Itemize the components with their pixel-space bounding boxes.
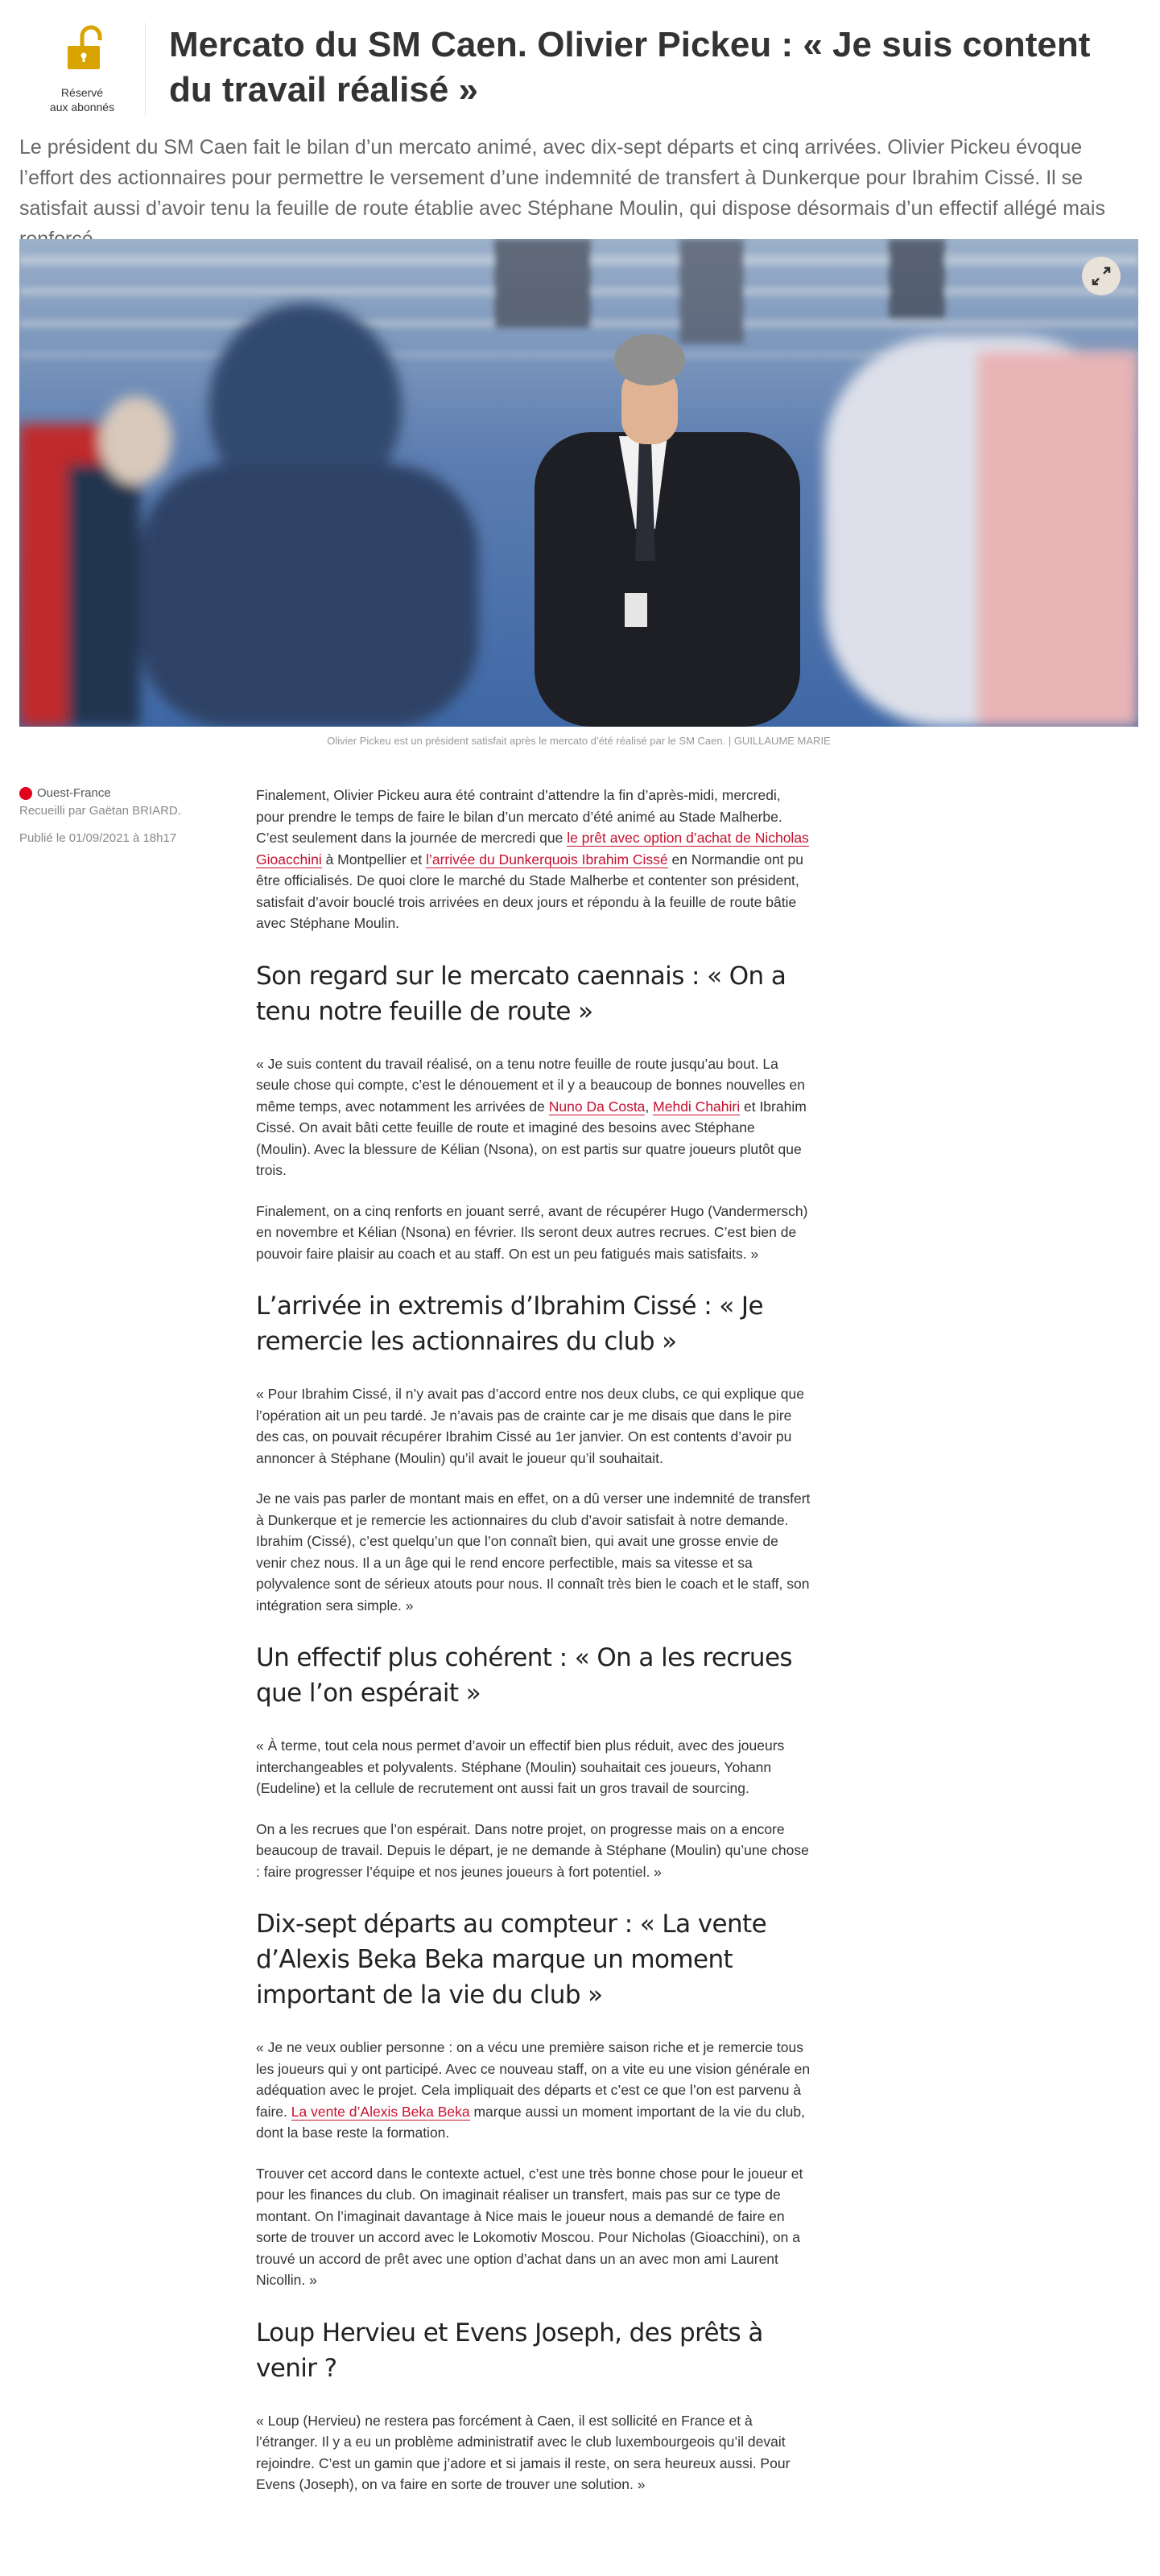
photo-illustration — [19, 239, 1138, 727]
text: « Je suis content du travail réalisé, on a tenu notre feuille de route jusqu’au bout. La seule chose qui compte, c’est le dénouement et il y a beaucoup de bonnes nouvelles en même temps, avec notamment les arrivées de — [256, 1055, 805, 1115]
paragraph: Je ne vais pas parler de montant mais en effet, on a dû verser une indemnité de transfert à Dunkerque et je remercie les actionnaires du club d’avoir satisfait à notre demande. Ibrahim (Cissé), c’est quelqu’un que l’on connaît bien, qui avait une grosse envie de venir chez nous. Il a un âge qui le rend encore perfectible, mais sa vitesse et sa polyvalence sont de sérieux atouts pour nous. Il connaît très bien le coach et le staff, son intégration sera simple. » — [256, 1490, 811, 1614]
subscriber-badge[interactable] — [19, 19, 145, 116]
section-heading: L’arrivée in extremis d’Ibrahim Cissé : « Je remercie les actionnaires du club » — [256, 1292, 763, 1356]
text: Finalement, Olivier Pickeu aura été contraint d’attendre la fin d’après-midi, mercredi, pour prendre le temps de faire le bilan d’un mercato d’été animé au Stade Malherbe. C’est seulement dans la journée de mercredi que — [256, 787, 782, 846]
section-heading: Son regard sur le mercato caennais : « On a tenu notre feuille de route » — [256, 961, 786, 1026]
paragraph: Finalement, on a cinq renforts en jouant serré, avant de récupérer Hugo (Vandermersch) en novembre et Kélian (Nsona) en février. Ils seront deux autres recrues. C’est bien de pouvoir faire plaisir au coach et au staff. On est un peu fatigués mais satisfaits. » — [256, 1202, 808, 1262]
link-arrivee-cisse[interactable]: l’arrivée du Dunkerquois Ibrahim Cissé — [426, 851, 668, 868]
text: « Je ne veux oublier personne : on a vécu une première saison riche et je remercie tous les joueurs qui y ont participé. Avec ce nouveau staff, on a vite eu une vision générale en adéquation avec le projet. Cela impliquait des départs et c’est ce que l’on est parvenu à faire. — [256, 2039, 811, 2120]
paragraph: On a les recrues que l’on espérait. Dans notre projet, on progresse mais on a encore beaucoup de travail. Depuis le départ, je ne demande à Stéphane (Moulin) qu’une chose : faire progresser l’équipe et nos jeunes joueurs à fort potentiel. » — [256, 1820, 809, 1880]
paragraph: Trouver cet accord dans le contexte actuel, c’est une très bonne chose pour le joueur et pour les finances du club. On imaginait réaliser un transfert, mais pas sur ce type de montant. On l’imaginait davantage à Nice mais le joueur nous a demandé de faire en sorte de trouver un accord avec le Lokomotiv Moscou. Pour Nicholas (Gioacchini), on a trouvé un accord de prêt avec une option d’achat dans un an avec mon ami Laurent Nicollin. » — [256, 2165, 803, 2288]
open-lock-icon — [61, 23, 109, 71]
badge-line-1: Réservé — [60, 86, 104, 99]
text: à Montpellier et — [321, 851, 427, 868]
link-mehdi-chahiri[interactable]: Mehdi Chahiri — [653, 1098, 741, 1115]
paragraph — [256, 1053, 811, 1181]
link-nuno-da-costa[interactable]: Nuno Da Costa — [548, 1098, 646, 1115]
ouest-france-logo-icon — [19, 787, 32, 800]
text: en Normandie ont pu être officialisés. De quoi clore le marché du Stade Malherbe et contenter son président, satisfait d’avoir bouclé trois arrivées en deux jours et répondu à la feuille de route bâtie avec Stéphane Moulin. — [256, 851, 803, 931]
paragraph: « Pour Ibrahim Cissé, il n’y avait pas d’accord entre nos deux clubs, ce qui explique que l’opération ait un peu tardé. Je n’avais pas de crainte car je me disais que dans le pire des cas, on pouvait récupérer Ibrahim Cissé au 1er janvier. On est contents d’avoir pu annoncer à Stéphane (Moulin) qu’il avait le joueur qu’il souhaitait. — [256, 1386, 804, 1466]
article-header — [19, 19, 1138, 116]
page-title: Mercato du SM Caen. Olivier Pickeu : « Je suis content du travail réalisé » — [169, 25, 1091, 109]
publish-date: Publié le 01/09/2021 à 18h17 — [19, 831, 177, 845]
article-meta — [19, 785, 229, 847]
section-heading: Loup Hervieu et Evens Joseph, des prêts à venir ? — [256, 2318, 763, 2383]
link-vente-beka-beka[interactable]: La vente d’Alexis Beka Beka — [291, 2103, 470, 2120]
expand-icon — [1082, 257, 1121, 295]
photo-caption: Olivier Pickeu est un président satisfait après le mercato d’été réalisé par le SM Caen. | GUILLAUME MARIE — [327, 735, 831, 747]
paragraph: « Loup (Hervieu) ne restera pas forcément à Caen, il est sollicité en France et à l’étranger. Il y a eu un problème administratif avec le club luxembourgeois qu’il devait rejoindre. C’est un gamin que j’adore et si jamais il reste, on sera heureux aussi. Pour Evens (Joseph), on va faire en sorte de trouver une solution. » — [256, 2412, 791, 2492]
subscriber-badge-label — [19, 85, 145, 114]
section-heading: Dix-sept départs au compteur : « La vente d’Alexis Beka Beka marque un moment important de la vie du club » — [256, 1910, 767, 2009]
header-divider — [145, 23, 146, 116]
link-pret-gioacchini[interactable]: le prêt avec option d’achat de Nicholas Gioacchini — [256, 830, 809, 868]
article-lead: Le président du SM Caen fait le bilan d’un mercato animé, avec dix-sept départs et cinq arrivées. Olivier Pickeu évoque l’effort des actionnaires pour permettre le versement d’une indemnité de transfert à Dunkerque pour Ibrahim Cissé. Il se satisfait aussi d’avoir tenu la feuille de route établie avec Stéphane Moulin, qui dispose désormais d’un effectif allégé mais — [19, 136, 1105, 220]
text: et Ibrahim Cissé. On avait bâti cette feuille de route et imaginé des besoins avec Stéphane (Moulin). Avec la blessure de Kélian (Nsona), on est partis sur quatre joueurs plutôt que trois. — [256, 1098, 807, 1178]
source — [19, 785, 229, 802]
article-photo[interactable] — [19, 239, 1138, 727]
intro-paragraph — [256, 785, 811, 934]
section-heading: Un effectif plus cohérent : « On a les recrues que l’on espérait » — [256, 1643, 792, 1708]
paragraph — [256, 2037, 811, 2144]
expand-button[interactable] — [1082, 257, 1121, 295]
paragraph: « À terme, tout cela nous permet d’avoir un effectif bien plus réduit, avec des joueurs interchangeables et polyvalents. Stéphane (Moulin) souhaitait ces joueurs, Yohann (Eudeline) et la cellule de recrutement ont aussi fait un gros travail de sourcing. — [256, 1737, 785, 1796]
article-body — [256, 785, 811, 2515]
text: marque aussi un moment important de la vie du club, dont la base reste la formation. — [256, 2103, 805, 2141]
author: Recueilli par Gaëtan BRIARD. — [19, 804, 181, 818]
text: , — [645, 1098, 654, 1115]
badge-line-2: aux abonnés — [49, 101, 115, 113]
source-name: Ouest-France — [37, 786, 111, 800]
